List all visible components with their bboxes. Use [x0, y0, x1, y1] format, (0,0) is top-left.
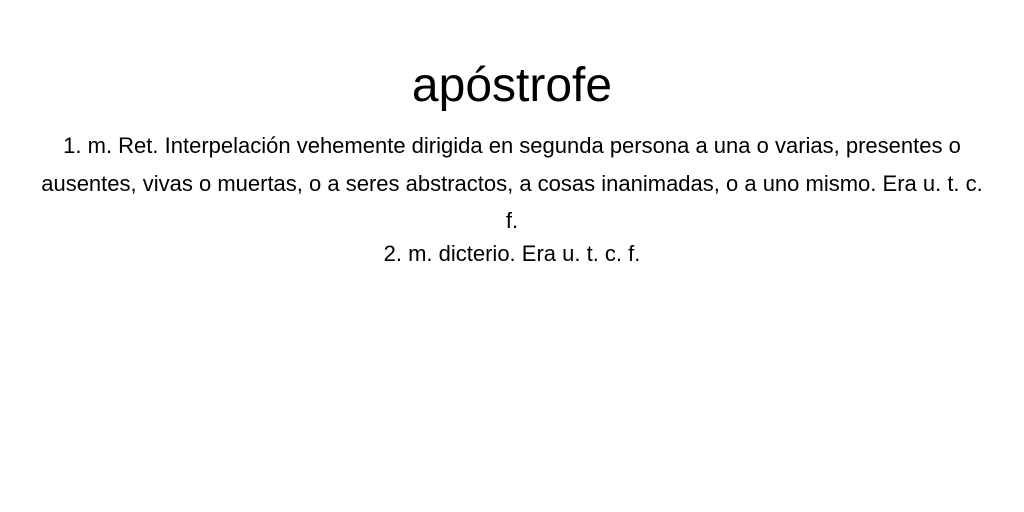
sense-definition-2: 2. m. dicterio. Era u. t. c. f.: [383, 241, 641, 266]
sense-definition-1: 1. m. Ret. Interpelación vehemente dirigida en segunda persona a una o varias, presentes o ausentes, vivas o muertas, o a seres abstractos, a cosas inanimadas, o a uno mismo. Era u. t. c. f.: [41, 133, 983, 233]
headword-title: apóstrofe: [411, 59, 613, 112]
